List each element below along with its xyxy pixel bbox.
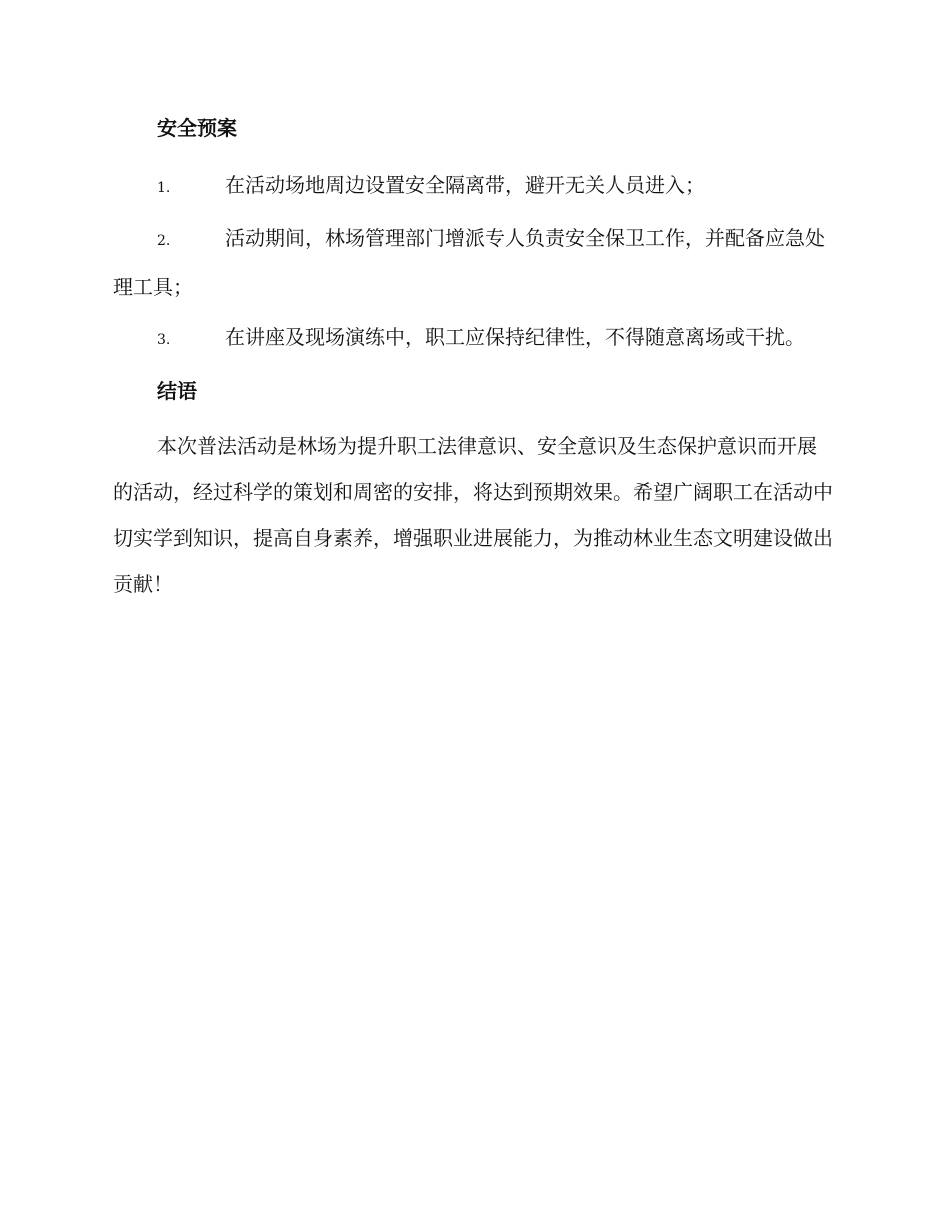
list-item-number: 2. <box>157 233 171 249</box>
safety-plan-list <box>113 162 834 363</box>
list-item <box>113 314 834 363</box>
list-item <box>113 215 834 310</box>
list-item-text: 活动期间，林场管理部门增派专人负责安全保卫工作，并配备应急处理工具； <box>113 226 825 299</box>
list-item <box>113 162 834 211</box>
section-heading-conclusion: 结语 <box>157 379 197 403</box>
list-item-text: 在讲座及现场演练中，职工应保持纪律性，不得随意离场或干扰。 <box>225 325 805 349</box>
section-heading-safety-plan: 安全预案 <box>157 116 237 140</box>
conclusion-paragraph: 本次普法活动是林场为提升职工法律意识、安全意识及生态保护意识而开展的活动，经过科学的策划和周密的安排，将达到预期效果。希望广阔职工在活动中切实学到知识，提高自身素养，增强职业进展能力，为推动林业生态文明建设做出贡献！ <box>113 434 833 596</box>
list-item-number: 3. <box>157 332 171 348</box>
list-item-number: 1. <box>157 180 171 196</box>
list-item-text: 在活动场地周边设置安全隔离带，避开无关人员进入； <box>225 173 705 197</box>
